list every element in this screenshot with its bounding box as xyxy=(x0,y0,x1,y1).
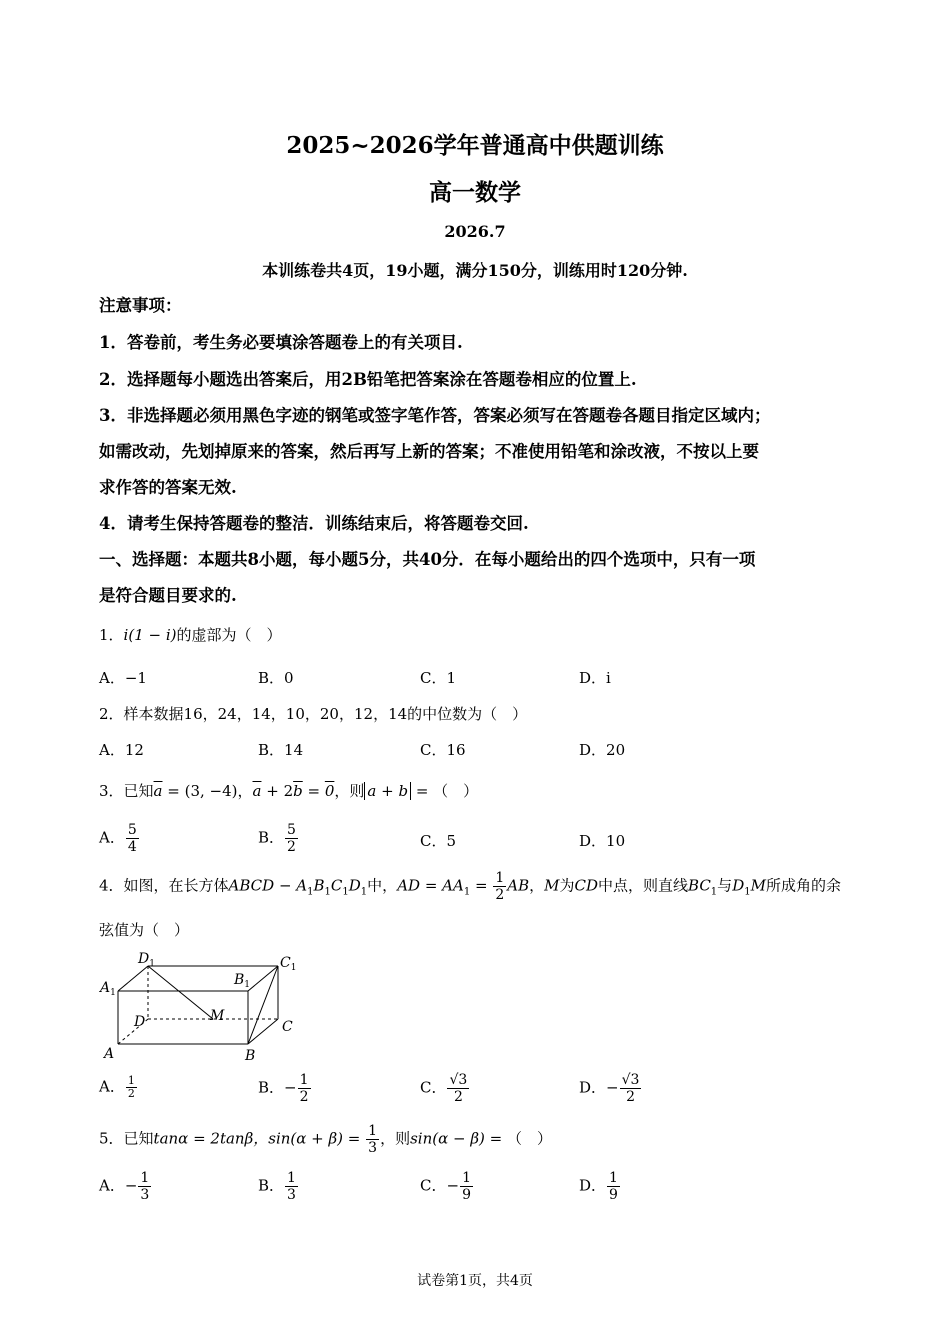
question-3-eq-1: = (3, −4)， xyxy=(162,782,253,800)
vertex-a: A xyxy=(104,1046,115,1062)
fraction-denominator: 3 xyxy=(140,1187,150,1203)
fraction-denominator: 4 xyxy=(127,839,137,855)
fraction-denominator: 2 xyxy=(626,1089,635,1105)
vertex-d: D xyxy=(134,1014,146,1030)
option-label: B． xyxy=(258,1176,285,1195)
exam-info: 本训练卷共4页，19小题，满分150分，训练用时120分钟. xyxy=(262,261,688,280)
option-label: A． xyxy=(99,828,125,847)
vector-a: $\overline{a}$ xyxy=(153,782,163,800)
question-2-option-d: D．20 xyxy=(579,741,626,759)
question-4-line-2: 弦值为（ ） xyxy=(99,921,190,939)
option-label: D． xyxy=(579,1176,607,1195)
fraction-denominator: 3 xyxy=(287,1187,296,1203)
question-2-option-a: A．12 xyxy=(99,741,144,759)
notice-item-3-line-2: 如需改动，先划掉原来的答案，然后再写上新的答案；不准使用铅笔和涂改液，不按以上要 xyxy=(99,442,759,461)
notice-item-3-line-1: 3．非选择题必须用黑色字迹的钢笔或签字笔作答，答案必须写在答题卷各题目指定区域内； xyxy=(99,406,771,425)
question-3-eq-2a: + 2 xyxy=(261,782,294,800)
q4-text: ， xyxy=(529,876,545,895)
fraction-numerator: 1 xyxy=(287,1170,296,1186)
fraction-denominator: 2 xyxy=(127,1087,135,1100)
q4-cd: CD xyxy=(574,876,598,895)
q4-b1: B xyxy=(313,876,325,895)
fraction-numerator: 1 xyxy=(495,870,505,886)
question-3-then: ，则 xyxy=(334,782,365,800)
subscript: 1 xyxy=(710,886,718,898)
segment-d1m xyxy=(148,966,213,1019)
q4-text: 与 xyxy=(717,876,733,895)
question-1-text: 的虚部为（ ） xyxy=(176,626,282,644)
q4-d1: D xyxy=(348,876,361,895)
subscript: 1 xyxy=(324,886,331,898)
option-label: A． xyxy=(99,1077,125,1096)
question-3-option-c: C．5 xyxy=(420,832,457,850)
minus-sign: − xyxy=(606,1078,619,1097)
page-footer: 试卷第1页，共4页 xyxy=(417,1273,533,1289)
section-1-line-1: 一、选择题：本题共8小题，每小题5分，共40分．在每小题给出的四个选项中，只有一项 xyxy=(99,550,756,569)
fraction-numerator: 1 xyxy=(140,1170,150,1186)
exam-date: 2026.7 xyxy=(444,222,506,241)
fraction-numerator: 5 xyxy=(127,822,137,838)
zero-vector: 0 xyxy=(324,782,335,800)
question-3 xyxy=(99,780,478,801)
fraction-denominator: 2 xyxy=(299,1089,309,1105)
question-5-option-c xyxy=(420,1170,474,1203)
q4-text: 中点，则直线 xyxy=(598,876,689,895)
fraction-denominator: 9 xyxy=(609,1187,618,1203)
question-2: 2．样本数据16，24，14，10，20，12，14的中位数为（ ） xyxy=(99,705,528,723)
q4-eq: = xyxy=(470,876,493,895)
minus-sign: − xyxy=(284,1078,297,1097)
fraction-denominator: 3 xyxy=(368,1140,378,1156)
vector-a-2: $\overline{a}$ xyxy=(252,782,262,800)
question-3-number: 3．已知 xyxy=(99,782,154,800)
vertex-b1: $B_1$ xyxy=(234,972,251,990)
fraction-numerator: 1 xyxy=(368,1123,378,1139)
option-label: C． xyxy=(420,1176,447,1195)
notice-item-3-line-3: 求作答的答案无效. xyxy=(99,478,237,497)
subscript: 1 xyxy=(463,886,471,898)
minus-sign: − xyxy=(124,1176,138,1195)
section-1-line-2: 是符合题目要求的. xyxy=(99,586,237,605)
question-1-option-a: A．−1 xyxy=(99,669,147,687)
question-1-option-d: D．i xyxy=(579,669,611,687)
fraction-numerator: √3 xyxy=(621,1072,640,1088)
subscript: 1 xyxy=(307,886,314,898)
subscript: 1 xyxy=(342,886,349,898)
q4-text: 为 xyxy=(559,876,575,895)
question-3-end: = （ ） xyxy=(411,782,479,800)
fraction-denominator: 9 xyxy=(462,1187,471,1203)
subscript: 1 xyxy=(360,886,368,898)
question-5-sin-sum: sin(α + β) = xyxy=(268,1129,366,1148)
question-5-tan: tanα = 2tanβ， xyxy=(153,1129,269,1148)
option-label: D． xyxy=(579,1078,607,1097)
fraction-denominator: 2 xyxy=(495,887,505,903)
question-4-option-b xyxy=(258,1072,312,1105)
question-2-option-c: C．16 xyxy=(420,741,466,759)
question-3-option-b xyxy=(258,822,299,855)
question-5-number: 5．已知 xyxy=(99,1129,154,1148)
question-5 xyxy=(99,1123,552,1156)
segment-bc1 xyxy=(248,966,278,1044)
fraction-numerator: 1 xyxy=(299,1072,309,1088)
q4-d: D xyxy=(732,876,745,895)
question-5-end: （ ） xyxy=(506,1129,552,1148)
fraction-numerator: 1 xyxy=(609,1170,618,1186)
question-4-option-a xyxy=(99,1075,138,1100)
notice-item-1: 1．答卷前，考生务必要填涂答题卷上的有关项目. xyxy=(99,333,463,352)
option-label: C． xyxy=(420,1078,447,1097)
edge-a1d1 xyxy=(118,966,148,991)
question-1-option-b: B．0 xyxy=(258,669,294,687)
fraction-denominator: 2 xyxy=(287,839,296,855)
q4-m2: M xyxy=(750,876,766,895)
question-5-option-b xyxy=(258,1170,299,1203)
question-1-expr: i(1 − i) xyxy=(123,626,177,644)
fraction-numerator: 1 xyxy=(127,1074,135,1087)
question-4-option-c xyxy=(420,1072,470,1105)
q4-text: 4．如图，在长方体 xyxy=(99,876,229,895)
fraction-denominator: 2 xyxy=(453,1089,463,1105)
q4-ad: AD = AA xyxy=(397,876,464,895)
fraction-numerator: 1 xyxy=(462,1170,471,1186)
question-4-option-d xyxy=(579,1072,642,1105)
point-m: M xyxy=(210,1008,225,1024)
q4-c1: C xyxy=(330,876,343,895)
vertex-d1: $D_1$ xyxy=(138,951,155,969)
question-1-number: 1． xyxy=(99,626,124,644)
fraction-numerator: 5 xyxy=(287,822,296,838)
q4-text: 中， xyxy=(367,876,398,895)
question-1 xyxy=(99,624,282,645)
notice-heading: 注意事项： xyxy=(99,296,182,315)
cuboid-figure xyxy=(98,948,308,1066)
minus-sign: − xyxy=(446,1176,460,1195)
q4-solid: ABCD − A xyxy=(228,876,308,895)
question-3-option-d: D．10 xyxy=(579,832,626,850)
q4-text: 所成角的余 xyxy=(765,876,841,895)
notice-item-4: 4．请考生保持答题卷的整洁．训练结束后，将答题卷交回. xyxy=(99,514,529,533)
vertex-c: C xyxy=(282,1019,293,1035)
question-5-option-a xyxy=(99,1170,152,1203)
exam-subtitle: 高一数学 xyxy=(429,179,521,206)
question-4-line-1 xyxy=(99,870,841,903)
subscript: 1 xyxy=(744,886,751,898)
notice-item-2: 2．选择题每小题选出答案后，用2B铅笔把答案涂在答题卷相应的位置上. xyxy=(99,370,637,389)
question-1-option-c: C．1 xyxy=(420,669,457,687)
option-label: B． xyxy=(258,828,285,847)
q4-ab: AB xyxy=(507,876,530,895)
q4-m: M xyxy=(544,876,560,895)
vertex-c1: $C_1$ xyxy=(280,955,297,973)
vector-sum-abs: a + b xyxy=(364,782,411,800)
vertex-a1: $A_1$ xyxy=(100,980,116,998)
question-3-option-a xyxy=(99,822,140,855)
question-3-eq-2b: = xyxy=(302,782,325,800)
question-5-then: ，则 xyxy=(380,1129,411,1148)
vector-b: $\overline{b}$ xyxy=(293,782,303,800)
option-label: B． xyxy=(258,1078,285,1097)
option-label: A． xyxy=(99,1176,125,1195)
question-5-option-d xyxy=(579,1170,621,1203)
vertex-b: B xyxy=(245,1048,256,1064)
q4-bc: BC xyxy=(688,876,711,895)
question-2-option-b: B．14 xyxy=(258,741,304,759)
exam-title: 2025~2026学年普通高中供题训练 xyxy=(286,132,664,159)
question-5-sin-diff: sin(α − β) = xyxy=(410,1129,507,1148)
fraction-numerator: √3 xyxy=(449,1072,468,1088)
